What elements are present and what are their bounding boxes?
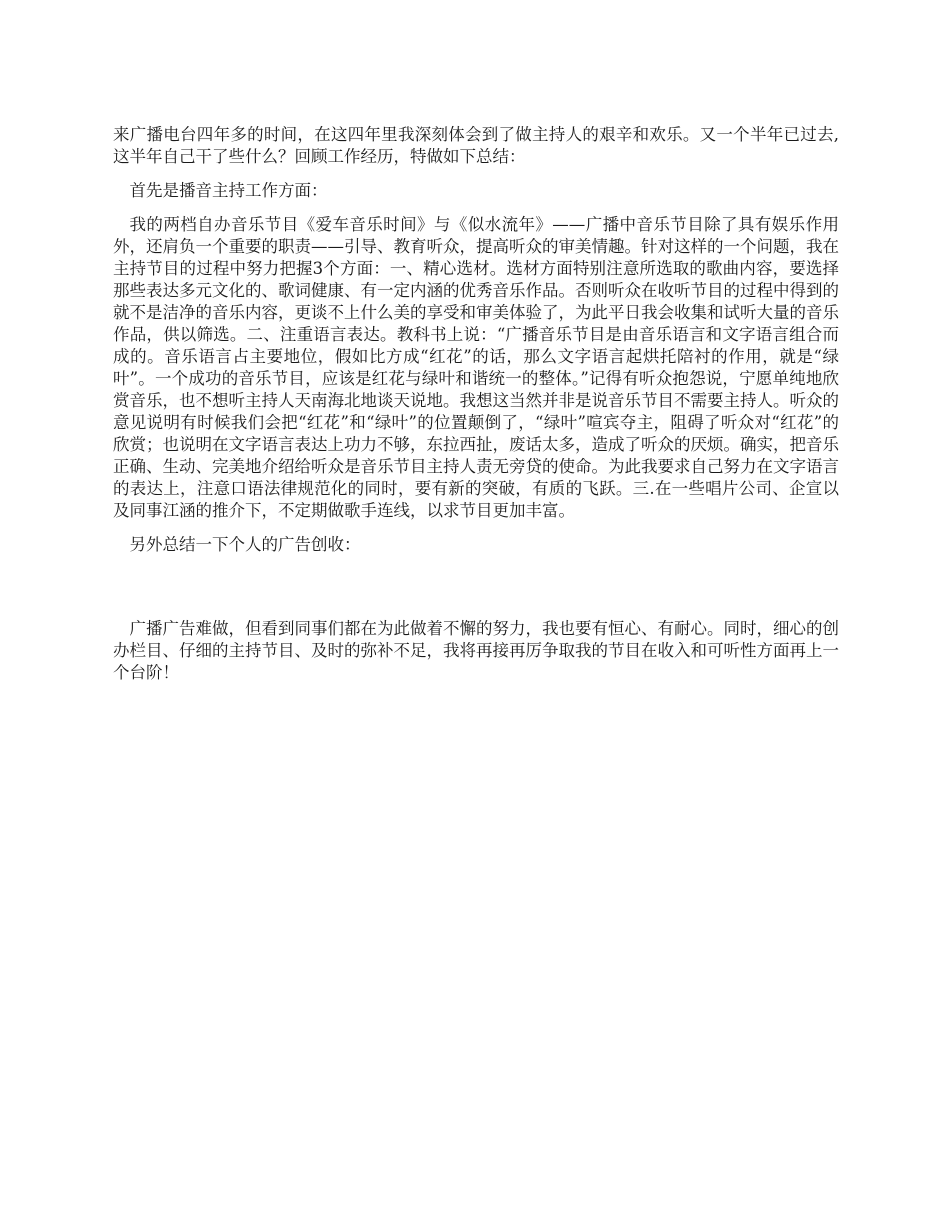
blank-gap — [113, 568, 839, 618]
document-body — [113, 124, 839, 696]
intro-paragraph: 来广播电台四年多的时间，在这四年里我深刻体会到了做主持人的艰辛和欢乐。又一个半年已过去,这半年自己干了些什么？回顾工作经历，特做如下总结： — [113, 125, 839, 166]
music-program-paragraph: 我的两档自办音乐节目《爱车音乐时间》与《似水流年》——广播中音乐节目除了具有娱乐作用外，还肩负一个重要的职责——引导、教育听众，提高听众的审美情趣。针对这样的一个问题，我在主持节目的过程中努力把握3个方面：一、精心选材。选材方面特别注意所选取的歌曲内容，要选择那些表达多元文化的、歌词健康、有一定内涵的优秀音乐作品。否则听众在收听节目的过程中得到的就不是洁净的音乐内容，更谈不上什么美的享受和审美体验了，为此平日我会收集和试听大量的音乐作品，供以筛选。二、注重语言表达。教科书上说：“广播音乐节目是由音乐语言和文字语言组合而成的。音乐语言占主要地位，假如比方成“红花”的话，那么文字语言起烘托陪衬的作用，就是“绿叶”。一个成功的音乐节目，应该是红花与绿叶和谐统一的整体。”记得有听众抱怨说，宁愿单纯地欣赏音乐，也不想听主持人天南海北地谈天说地。我想这当然并非是说音乐节目不需要主持人。听众的意见说明有时候我们会把“红花”和“绿叶”的位置颠倒了，“绿叶”喧宾夺主，阻碍了听众对“红花”的欣赏；也说明在文字语言表达上功力不够，东拉西扯，废话太多，造成了听众的厌烦。确实，把音乐正确、生动、完美地介绍给听众是音乐节目主持人责无旁贷的使命。为此我要求自己努力在文字语言的表达上，注意口语法律规范化的同时，要有新的突破，有质的飞跃。三.在一些唱片公司、企宣以及同事江涵的推介下，不定期做歌手连线，以求节目更加丰富。 — [113, 215, 839, 520]
section-heading-advertising: 另外总结一下个人的广告创收： — [129, 535, 361, 554]
section-heading-broadcast: 首先是播音主持工作方面： — [129, 181, 328, 200]
advertising-paragraph: 广播广告难做，但看到同事们都在为此做着不懈的努力，我也要有恒心、有耐心。同时，细心的创办栏目、仔细的主持节目、及时的弥补不足，我将再接再厉争取我的节目在收入和可听性方面再上一个台阶！ — [113, 619, 839, 682]
